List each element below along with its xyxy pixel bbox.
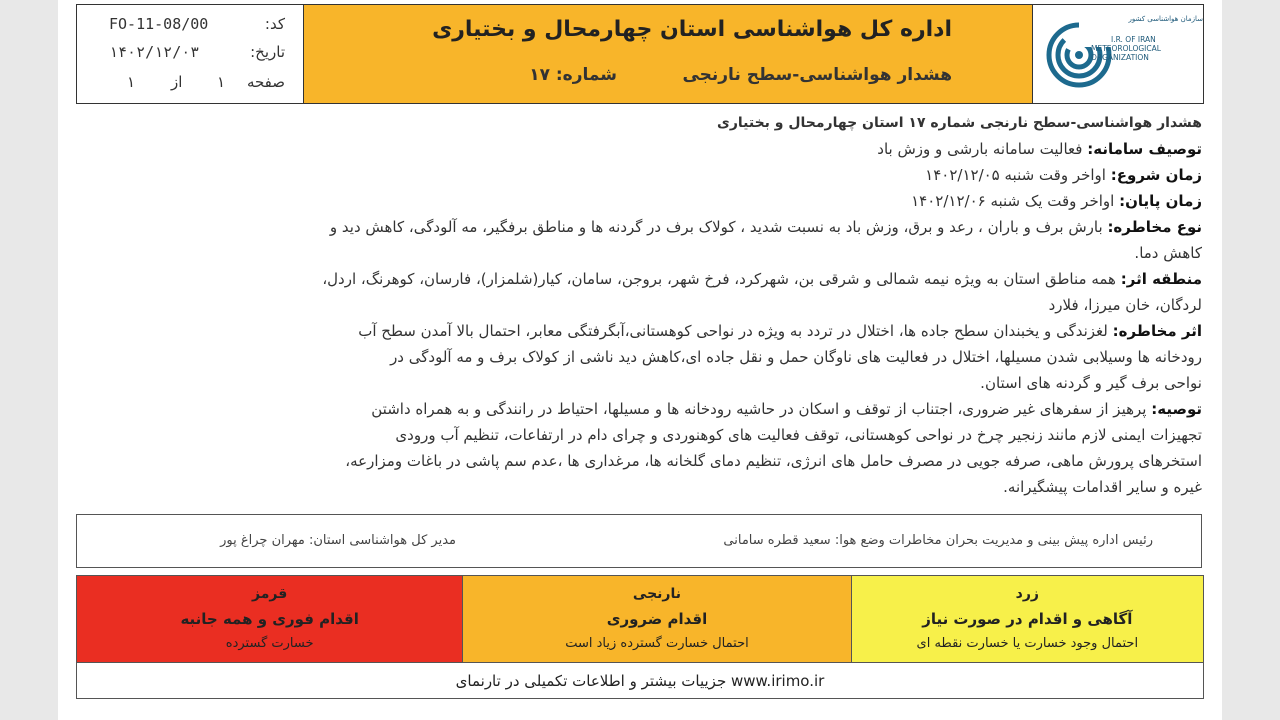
right-margin-strip (1222, 0, 1280, 720)
footer-website-note: جزییات بیشتر و اطلاعات تکمیلی در تارنمای www.irimo.ir (77, 662, 1203, 699)
effect-row-continued-2: نواحی برف گیر و گردنه های استان. (980, 374, 1202, 392)
header-title-box (304, 5, 1033, 103)
system-value: فعالیت سامانه بارشی و وزش باد (877, 140, 1083, 158)
level-orange-name: نارنجی (632, 586, 682, 602)
logo-line-1: I.R. OF IRAN (1111, 35, 1156, 44)
advice-value: پرهیز از سفرهای غیر ضروری، اجتناب از توقف و اسکان در حاشیه رودخانه ها و مسیلها، احتیاط در رانندگی و به همراه داشتن (371, 400, 1147, 418)
date-row (77, 43, 303, 67)
level-orange-description: احتمال خسارت گسترده زیاد است (565, 636, 749, 651)
organization-title: اداره کل هواشناسی استان چهارمحال و بختیاری (432, 17, 952, 42)
level-red-action: اقدام فوری و همه جانبه (180, 610, 359, 628)
warning-number-label: شماره: (555, 65, 617, 85)
warning-document (58, 0, 1222, 720)
area-label: منطقه اثر: (1120, 270, 1202, 288)
system-row (78, 136, 1202, 162)
page-row (77, 73, 303, 97)
area-row (78, 266, 1202, 292)
page-of: از (171, 73, 183, 91)
start-value: اواخر وقت شنبه ۱۴۰۲/۱۲/۰۵ (925, 166, 1106, 184)
start-time-row (78, 162, 1202, 188)
level-orange-action: اقدام ضروری (606, 610, 708, 628)
level-red-name: قرمز (252, 586, 288, 602)
hazard-row (78, 214, 1202, 240)
page-total: ۱ (127, 73, 136, 91)
hazard-row-continued: کاهش دما. (1134, 244, 1202, 262)
advice-row-continued-2: استخرهای پرورش ماهی، صرفه جویی در مصرف حامل های انرژی، تنظیم دمای گلخانه ها، مرغداری ها ،عدم سم پاشی در باغات ومزارعه، (345, 452, 1202, 470)
level-yellow (852, 576, 1203, 662)
body-heading: هشدار هواشناسی-سطح نارنجی شماره ۱۷ استان چهارمحال و بختیاری (717, 115, 1202, 131)
level-yellow-name: زرد (1015, 586, 1039, 602)
hazard-label: نوع مخاطره: (1107, 218, 1202, 236)
level-red-description: خسارت گسترده (225, 636, 314, 651)
code-value: FO-11-08/00 (109, 15, 209, 33)
effect-label: اثر مخاطره: (1112, 322, 1202, 340)
logo-line-2: METEOROLOGICAL (1091, 44, 1161, 53)
crisis-head-signature: رئیس اداره پیش بینی و مدیریت بحران مخاطرات وضع هوا: سعید قطره سامانی (723, 533, 1153, 548)
warning-number-value: ۱۷ (529, 65, 550, 85)
end-label: زمان پایان: (1119, 192, 1202, 210)
director-signature: مدیر کل هواشناسی استان: مهران چراغ پور (220, 533, 456, 548)
advice-row (78, 396, 1202, 422)
advice-row-continued-3: غیره و سایر اقدامات پیشگیرانه. (1003, 478, 1202, 496)
logo-text-fa: سازمان هواشناسی کشور (1128, 15, 1203, 23)
area-row-continued: لردگان، خان میرزا، فلارد (1048, 296, 1202, 314)
date-label: تاریخ: (250, 43, 285, 61)
page-current: ۱ (217, 73, 226, 91)
legend-levels (77, 576, 1203, 662)
header-meta-box (77, 5, 304, 103)
warning-level-legend (76, 575, 1204, 699)
code-label: کد: (264, 15, 285, 33)
end-value: اواخر وقت یک شنبه ۱۴۰۲/۱۲/۰۶ (911, 192, 1115, 210)
level-red (77, 576, 463, 662)
effect-row-continued-1: رودخانه ها وسیلابی شدن مسیلها، اختلال در فعالیت های ناوگان حمل و نقل جاده ای،کاهش دید ناشی از کولاک برف و مه آلودگی در (390, 348, 1202, 366)
left-margin-strip (0, 0, 58, 720)
advice-label: توصیه: (1151, 400, 1202, 418)
end-time-row (78, 188, 1202, 214)
code-row (77, 15, 303, 39)
system-label: توصیف سامانه: (1087, 140, 1202, 158)
effect-row (78, 318, 1202, 344)
warning-level-title: هشدار هواشناسی-سطح نارنجی (682, 65, 952, 85)
meteorological-organization-logo (1033, 5, 1203, 103)
signature-box (76, 514, 1202, 568)
advice-row-continued-1: تجهیزات ایمنی لازم مانند زنجیر چرخ در نواحی کوهستانی، توقف فعالیت های کوهنوردی و چرای دام در ارتفاعات، تنظیم آب ورودی (395, 426, 1202, 444)
area-value: همه مناطق استان به ویژه نیمه شمالی و شرقی بن، شهرکرد، فرخ شهر، بروجن، سامان، کیار(شلمزار)، فارسان، کوهرنگ، اردل، (322, 270, 1116, 288)
start-label: زمان شروع: (1110, 166, 1202, 184)
logo-text-en (1091, 35, 1201, 62)
page-label: صفحه (246, 73, 285, 91)
level-yellow-action: آگاهی و اقدام در صورت نیاز (922, 610, 1133, 628)
warning-number (529, 65, 617, 85)
date-value: ۱۴۰۲/۱۲/۰۳ (109, 43, 200, 61)
warning-body (78, 110, 1202, 500)
level-orange (463, 576, 851, 662)
effect-value: لغزندگی و یخبندان سطح جاده ها، اختلال در تردد به ویژه در نواحی کوهستانی،آبگرفتگی معابر، احتمال بالا آمدن سطح آب (358, 322, 1108, 340)
hazard-value: بارش برف و باران ، رعد و برق، وزش باد به نسبت شدید ، کولاک برف در گردنه ها و مناطق برفگیر، مه آلودگی، کاهش دید و (329, 218, 1103, 236)
document-header (76, 4, 1204, 104)
level-yellow-description: احتمال وجود خسارت یا خسارت نقطه ای (916, 636, 1139, 651)
logo-line-3: ORGANIZATION (1091, 53, 1149, 62)
